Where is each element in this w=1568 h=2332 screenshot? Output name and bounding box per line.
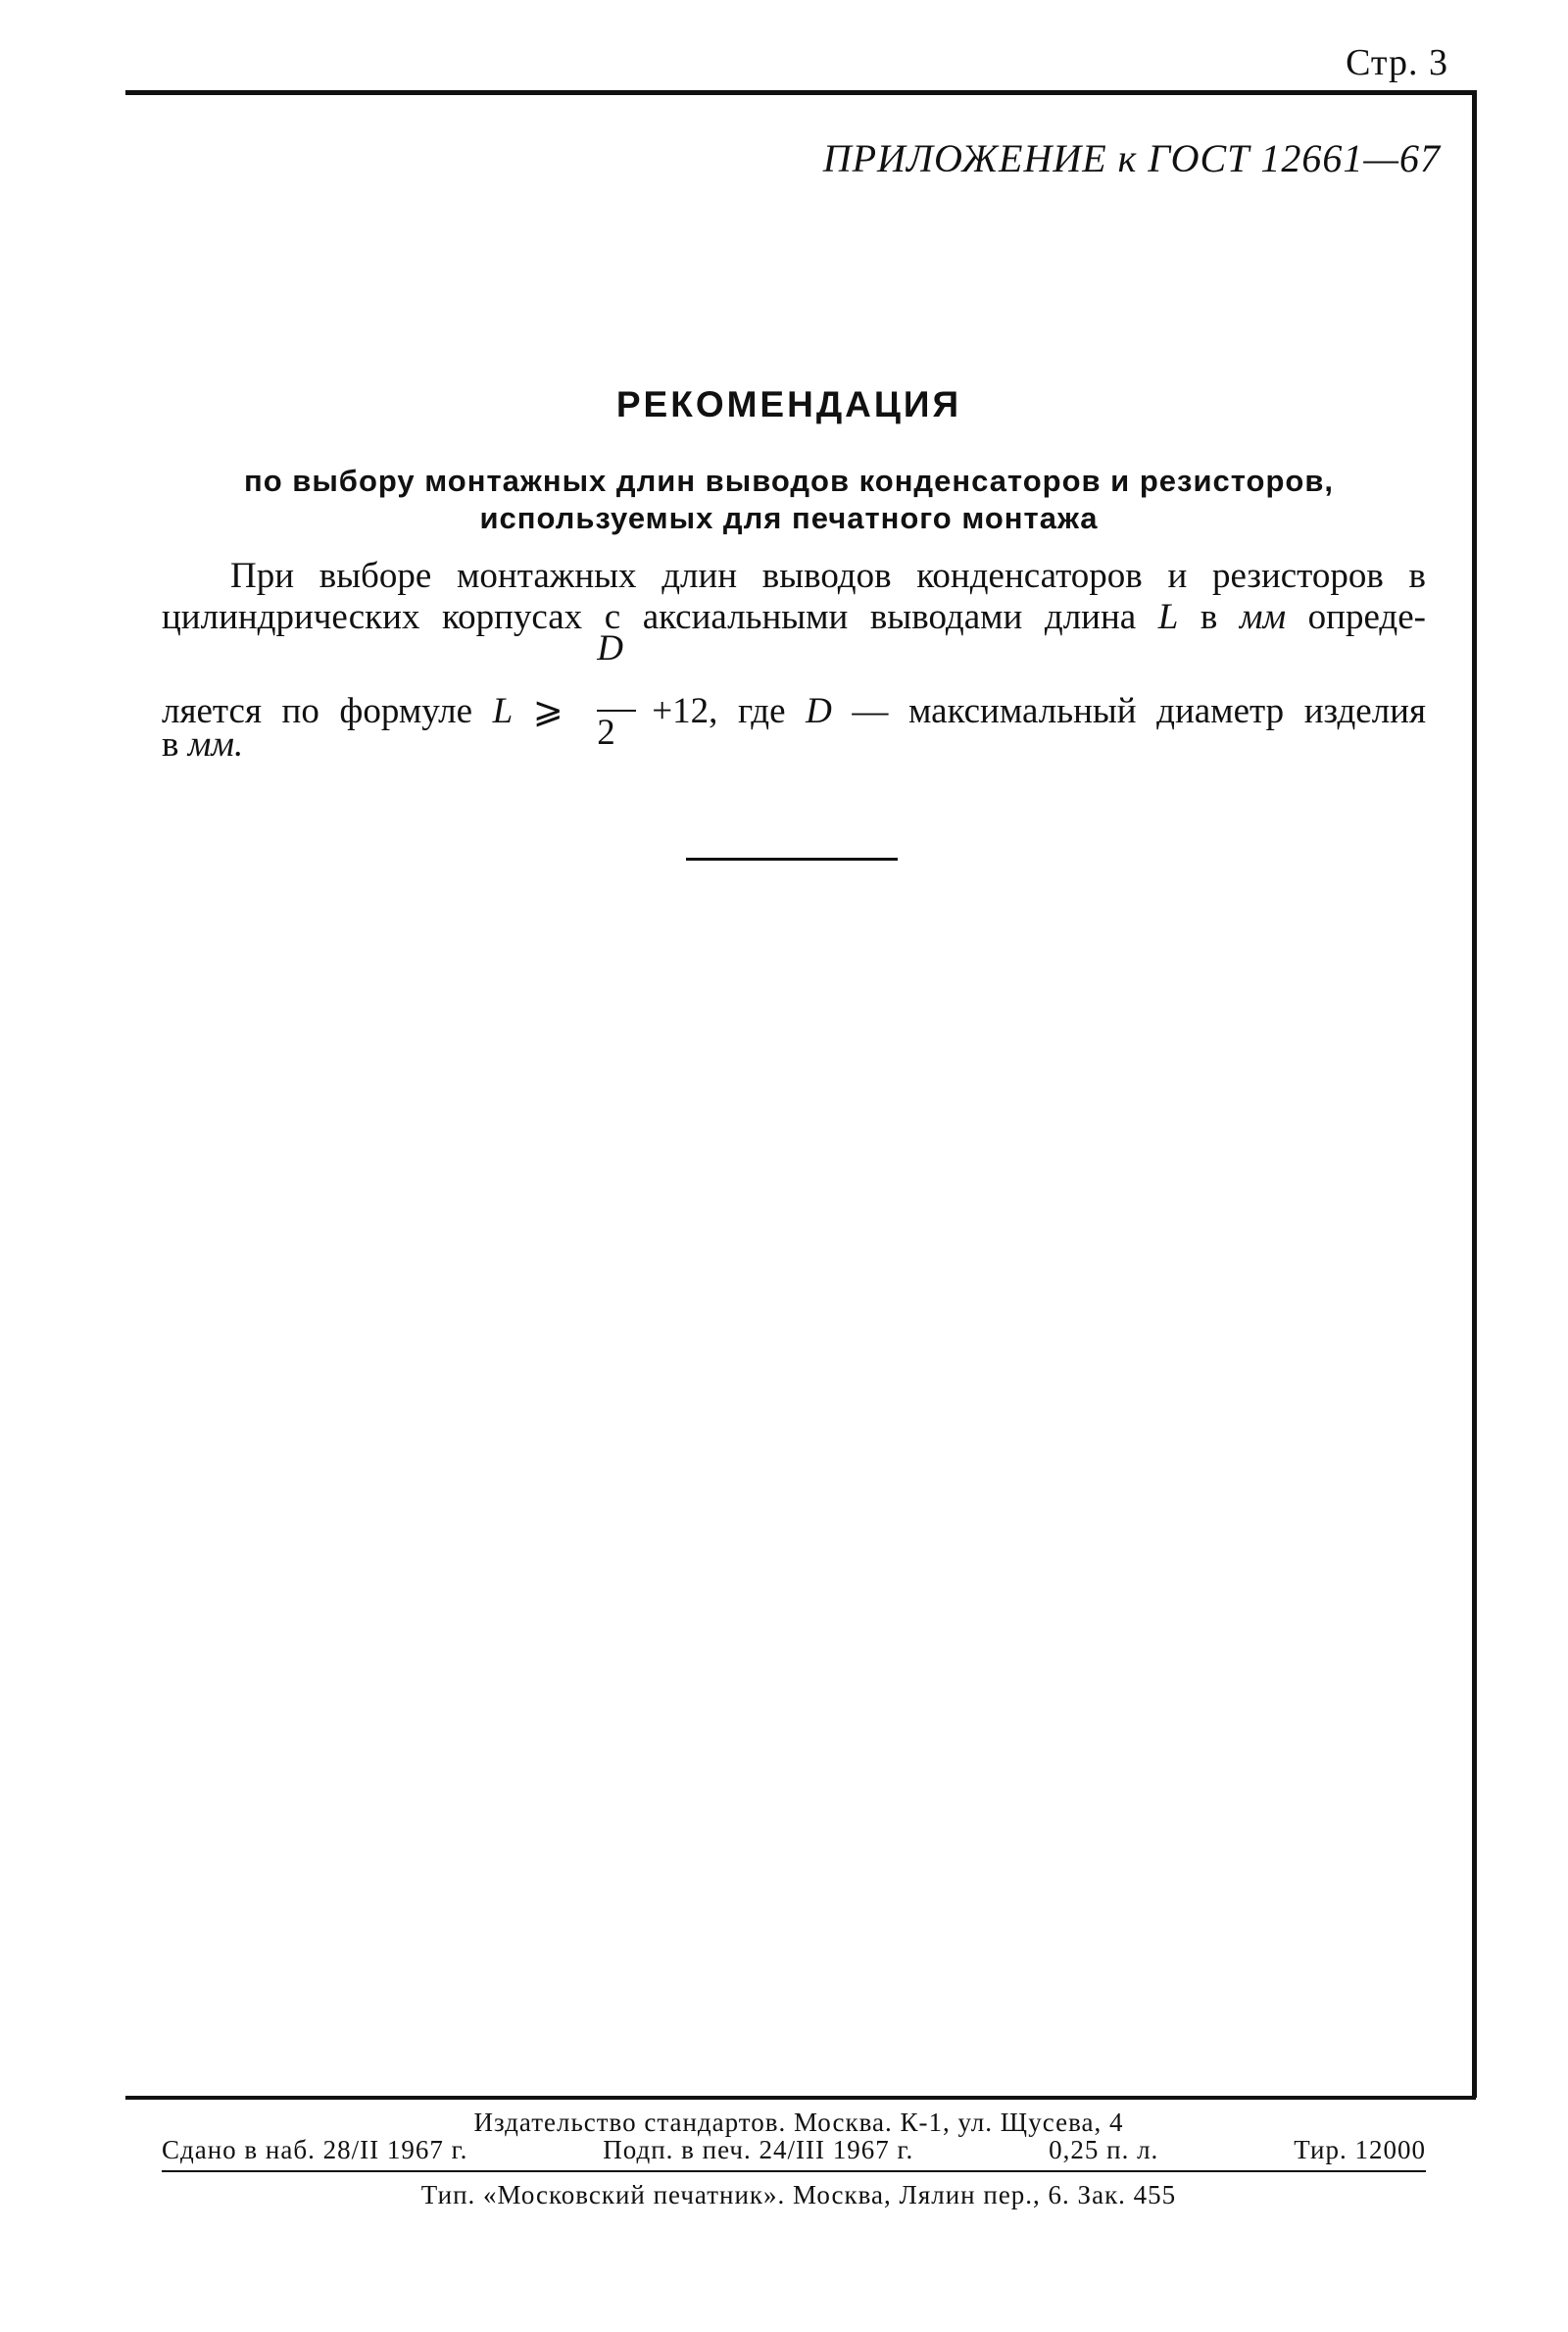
subtitle-line-2: используемых для печатного монтажа xyxy=(479,501,1099,535)
side-rule xyxy=(1472,90,1477,2098)
unit-mm: мм xyxy=(1239,597,1287,637)
imprint-details xyxy=(157,2135,1441,2165)
fraction-numerator: D xyxy=(597,628,624,669)
document-title: РЕКОМЕНДАЦИЯ xyxy=(615,384,962,424)
variable-l: L xyxy=(492,691,514,731)
body-line-1: При выборе монтажных длин выводов конденсаторов и резисторов в xyxy=(230,556,1426,596)
unit-mm: мм. xyxy=(187,724,244,765)
variable-l: L xyxy=(1157,597,1179,637)
imprint-signed: Подп. в печ. 24/III 1967 г. xyxy=(603,2135,914,2164)
body-line-2 xyxy=(162,596,1426,638)
imprint-submitted: Сдано в наб. 28/II 1967 г. xyxy=(162,2135,468,2164)
formula-operator: ⩾ xyxy=(513,691,584,731)
top-rule xyxy=(125,90,1476,95)
body-line-4 xyxy=(162,723,1426,766)
formula-fraction xyxy=(583,628,652,753)
document-subtitle xyxy=(157,463,1421,537)
body-text: в xyxy=(1178,597,1240,637)
body-text: опреде- xyxy=(1286,597,1426,637)
body-text: — максимальный диаметр изделия xyxy=(831,691,1426,731)
imprint-print-run: Тир. 12000 xyxy=(1294,2135,1426,2164)
imprint-rule xyxy=(162,2170,1426,2172)
fraction-denominator: 2 xyxy=(597,713,615,753)
body-text: в xyxy=(162,724,188,765)
variable-d: D xyxy=(806,691,832,731)
body-text: +12, где xyxy=(652,691,807,731)
bottom-rule xyxy=(125,2096,1476,2100)
subtitle-line-1: по выбору монтажных длин выводов конденсаторов и резисторов, xyxy=(244,464,1334,498)
end-rule xyxy=(686,858,898,861)
body-text: ляется по формуле xyxy=(162,691,493,731)
page-number: Стр. 3 xyxy=(1346,42,1448,83)
imprint-publisher: Издательство стандартов. Москва. К-1, ул. Щусева, 4 xyxy=(473,2108,1124,2137)
appendix-reference: ПРИЛОЖЕНИЕ к ГОСТ 12661—67 xyxy=(822,136,1441,180)
imprint-sheets: 0,25 п. л. xyxy=(1049,2135,1159,2164)
body-text: цилиндрических корпусах с аксиальными выводами длина xyxy=(162,597,1158,637)
imprint-printer: Тип. «Московский печатник». Москва, Лялин пер., 6. Зак. 455 xyxy=(420,2180,1177,2209)
